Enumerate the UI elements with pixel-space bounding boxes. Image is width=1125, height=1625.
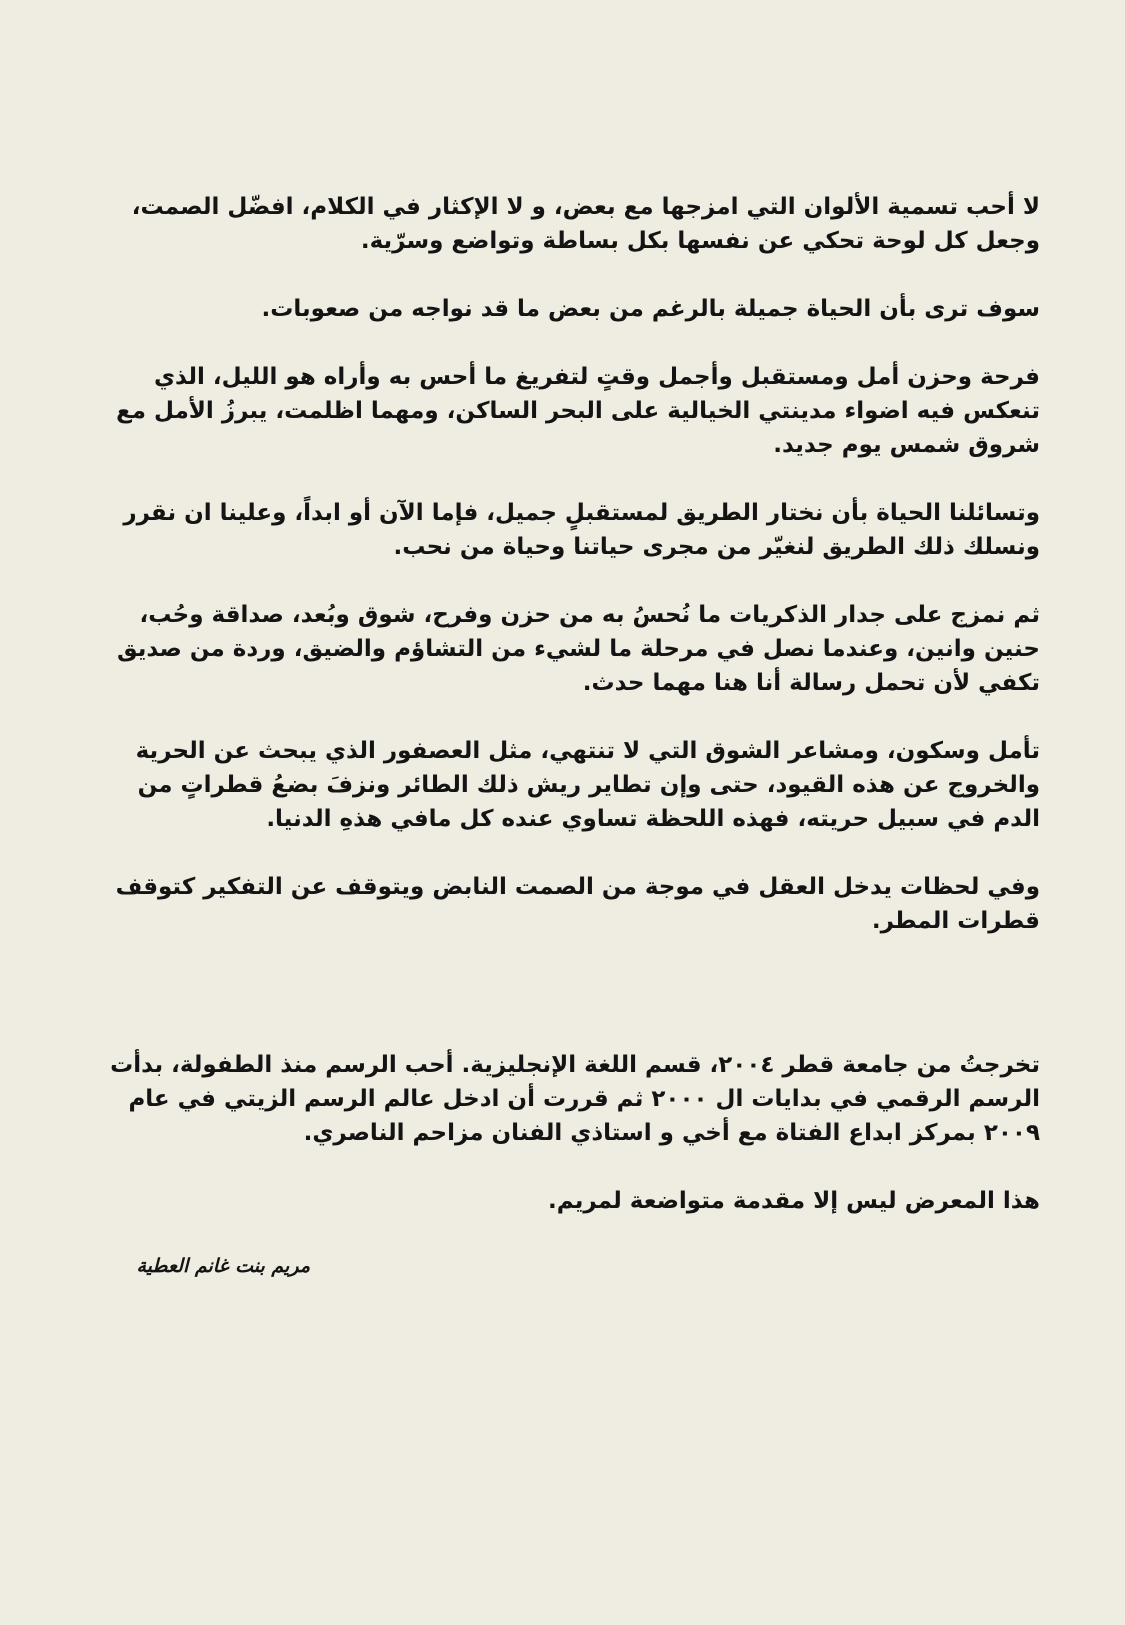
exhibition-note: هذا المعرض ليس إلا مقدمة متواضعة لمريم. bbox=[547, 1188, 1040, 1214]
statement-paragraph-5: ثم نمزج على جدار الذكريات ما نُحسُ به من حزن وفرح، شوق وبُعد، صداقة وحُب، حنين وانين، وعندما نصل في مرحلة ما لشيء من التشاؤم والضيق، وردة من صديق تكفي لأن تحمل رسالة أنا هنا مهما حدث. bbox=[116, 602, 1040, 696]
artist-statement bbox=[95, 190, 1040, 1280]
artist-signature: مريم بنت غانم العطية bbox=[136, 1255, 310, 1277]
statement-paragraph-7: وفي لحظات يدخل العقل في موجة من الصمت النابض ويتوقف عن التفكير كتوقف قطرات المطر. bbox=[115, 874, 1040, 934]
statement-paragraph-3: فرحة وحزن أمل ومستقبل وأجمل وقتٍ لتفريغ ما أحس به وأراه هو الليل، الذي تنعكس فيه اضواء مدينتي الخيالية على البحر الساكن، ومهما اظلمت، يبرزُ الأمل مع شروق شمس يوم جديد. bbox=[116, 364, 1040, 458]
bio-paragraph: تخرجتُ من جامعة قطر ٢٠٠٤، قسم اللغة الإنجليزية. أحب الرسم منذ الطفولة، بدأت الرسم الرقمي في بدايات ال ٢٠٠٠ ثم قررت أن ادخل عالم الرسم الزيتي في عام ٢٠٠٩ بمركز ابداع الفتاة مع أخي و استاذي الفنان مزاحم الناصري. bbox=[110, 1052, 1040, 1146]
statement-paragraph-1: لا أحب تسمية الألوان التي امزجها مع بعض، و لا الإكثار في الكلام، افضّل الصمت، وجعل كل لوحة تحكي عن نفسها بكل بساطة وتواضع وسرّية. bbox=[131, 194, 1040, 254]
statement-paragraph-2: سوف ترى بأن الحياة جميلة بالرغم من بعض ما قد نواجه من صعوبات. bbox=[261, 296, 1040, 322]
statement-paragraph-4: وتسائلنا الحياة بأن نختار الطريق لمستقبلٍ جميل، فإما الآن أو ابداً، وعلينا ان نقرر ونسلك ذلك الطريق لنغيّر من مجرى حياتنا وحياة من نحب. bbox=[123, 500, 1040, 560]
statement-paragraph-6: تأمل وسكون، ومشاعر الشوق التي لا تنتهي، مثل العصفور الذي يبحث عن الحرية والخروج عن هذه القيود، حتى وإن تطاير ريش ذلك الطائر ونزفَ بضعُ قطراتٍ من الدم في سبيل حريته، فهذه اللحظة تساوي عنده كل مافي هذهِ الدنيا. bbox=[135, 738, 1040, 832]
